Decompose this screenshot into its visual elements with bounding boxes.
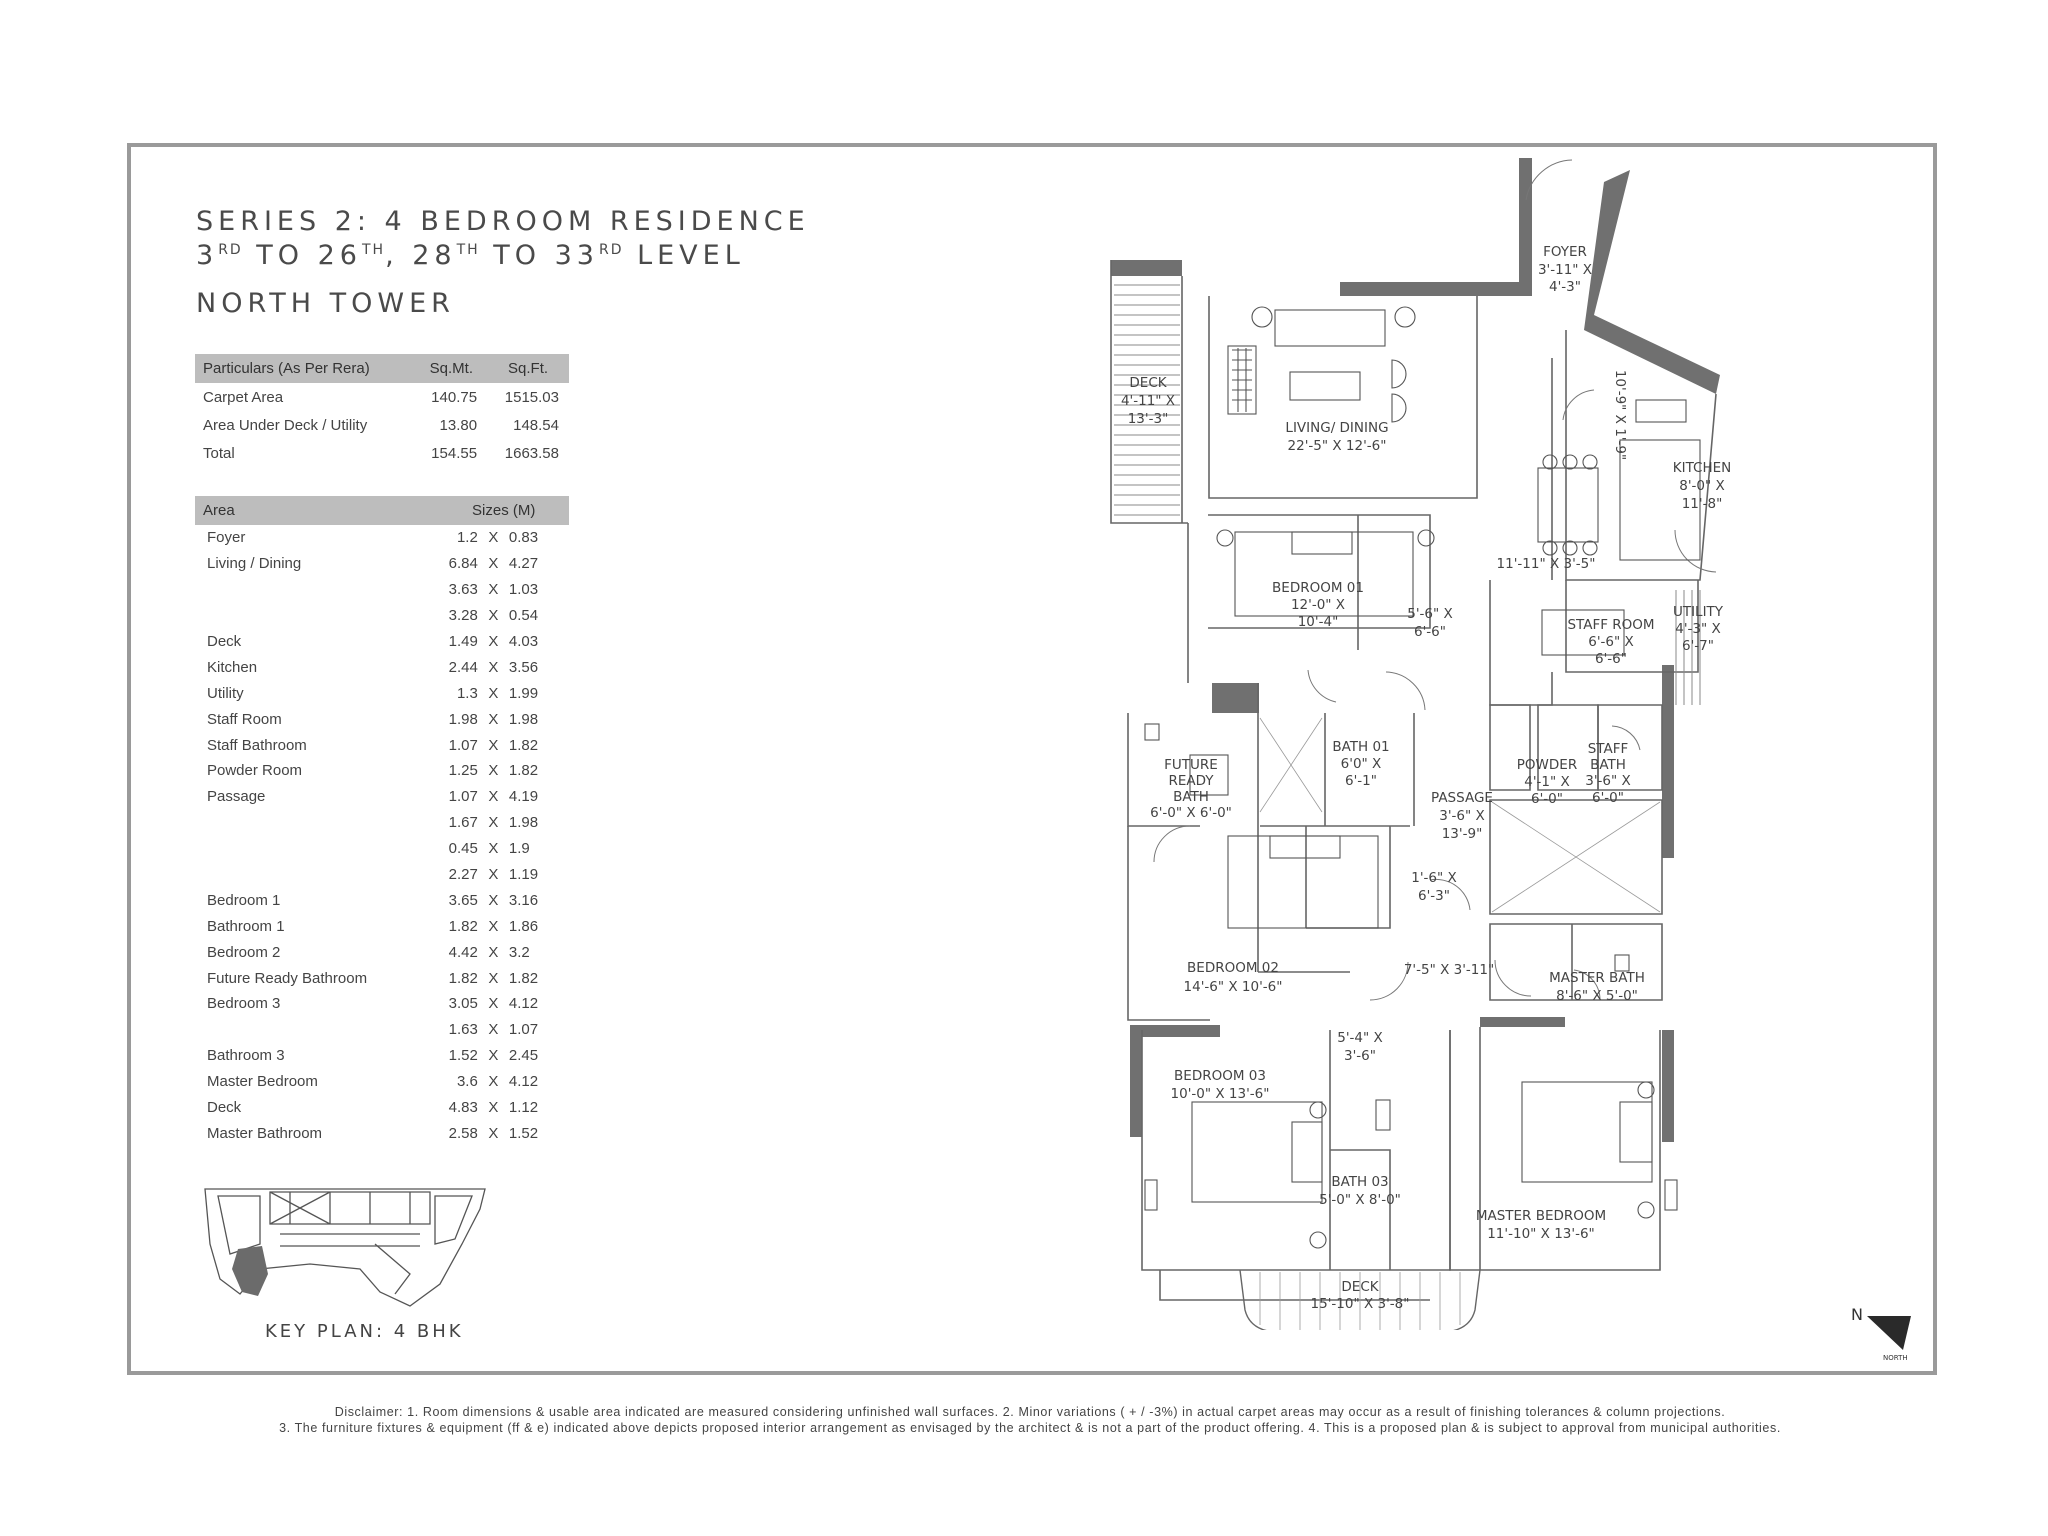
staff-room-dim-2: 6'-6" <box>1595 651 1627 667</box>
table-row <box>195 758 569 784</box>
table-row <box>195 411 569 439</box>
particular-name: Carpet Area <box>203 388 284 406</box>
size-b: 1.82 <box>508 969 539 987</box>
area-name: Bedroom 2 <box>207 943 281 961</box>
north-label: NORTH <box>1883 1354 1908 1362</box>
area-name: Bedroom 1 <box>207 891 281 909</box>
disclaimer-line-2: 3. The furniture fixtures & equipment (ff & e) indicated above depicts proposed interior arrangement as envisaged by the architect & is not a part of the product offering. 4. This is a proposed plan & is subject to approval from municipal authorities. <box>279 1421 1781 1435</box>
size-a: 3.05 <box>448 995 478 1013</box>
staff-bath-dim-1: 3'-6" X <box>1585 773 1631 789</box>
size-a: 1.07 <box>448 788 478 806</box>
bedroom2-label: BEDROOM 02 <box>1187 960 1279 976</box>
size-x: X <box>488 788 499 806</box>
size-b: 1.03 <box>508 581 539 599</box>
size-a: 1.67 <box>448 814 478 832</box>
disclaimer-line-1: Disclaimer: 1. Room dimensions & usable area indicated are measured considering unfinished wall surfaces. 2. Minor variations ( + / -3%) in actual carpet areas may occur as a result of finishing tolerances & column projections. <box>334 1405 1726 1419</box>
area-sizes-table <box>195 496 569 1146</box>
sqft-value: 1515.03 <box>504 388 559 406</box>
living-dim: 22'-5" X 12'-6" <box>1287 438 1387 454</box>
table-row <box>195 939 569 965</box>
sqft-value: 1663.58 <box>504 444 559 462</box>
area-name: Powder Room <box>207 762 303 780</box>
size-b: 0.83 <box>508 529 539 547</box>
area-name: Staff Bathroom <box>207 736 307 754</box>
size-b: 1.19 <box>508 866 539 884</box>
area-name: Deck <box>207 1099 242 1117</box>
sqmt-value: 140.75 <box>431 388 478 406</box>
deck-bottom-dim: 15'-10" X 3'-8" <box>1310 1296 1410 1312</box>
size-x: X <box>488 1047 499 1065</box>
area-name: Bathroom 1 <box>207 917 285 935</box>
size-a: 4.83 <box>448 1099 478 1117</box>
key-plan-label: KEY PLAN: 4 BHK <box>265 1321 464 1342</box>
table-row <box>195 1017 569 1043</box>
size-b: 3.16 <box>508 891 539 909</box>
table-row <box>195 439 569 467</box>
bedroom2-dim: 14'-6" X 10'-6" <box>1183 979 1283 995</box>
size-x: X <box>488 1073 499 1091</box>
size-x: X <box>488 607 499 625</box>
staff-bath-label-2: BATH <box>1590 757 1626 773</box>
area-name: Passage <box>207 788 266 806</box>
size-a: 1.25 <box>448 762 478 780</box>
passage-dim2-1: 1'-6" X <box>1411 870 1457 886</box>
size-a: 1.49 <box>448 633 478 650</box>
size-a: 1.82 <box>448 969 478 987</box>
powder-dim-1: 4'-1" X <box>1524 774 1570 790</box>
size-b: 1.98 <box>508 814 539 832</box>
master-bath-dim: 8'-6" X 5'-0" <box>1556 988 1638 1004</box>
future-bath-dim: 6'-0" X 6'-0" <box>1150 805 1232 821</box>
key-plan-diagram <box>200 1184 490 1314</box>
bath03-label: BATH 03 <box>1331 1174 1389 1190</box>
bedroom1-label: BEDROOM 01 <box>1272 580 1364 596</box>
bedroom3-label: BEDROOM 03 <box>1174 1068 1266 1084</box>
size-x: X <box>488 710 499 728</box>
bath01-label: BATH 01 <box>1332 739 1390 755</box>
size-b: 1.98 <box>508 710 539 728</box>
area-name: Bedroom 3 <box>207 995 281 1013</box>
staff-room-dim-1: 6'-6" X <box>1588 634 1634 650</box>
size-b: 0.54 <box>508 607 539 625</box>
disclaimer <box>140 1404 1920 1436</box>
size-x: X <box>488 684 499 702</box>
size-b: 1.12 <box>508 1099 539 1117</box>
area-name: Kitchen <box>207 658 258 676</box>
master-bedroom-label: MASTER BEDROOM <box>1475 1208 1607 1224</box>
area-name <box>195 603 426 629</box>
size-a: 3.65 <box>448 891 478 909</box>
level-range: 3RD TO 26TH, 28TH TO 33RD LEVEL <box>196 240 745 271</box>
size-a: 3.63 <box>448 581 478 599</box>
table-row <box>195 525 569 551</box>
size-a: 2.58 <box>448 1124 478 1142</box>
size-b: 4.19 <box>508 788 539 806</box>
foyer-dim-1: 3'-11" X <box>1537 262 1593 278</box>
sqft-value: 148.54 <box>513 416 559 434</box>
area-name: Future Ready Bathroom <box>207 969 368 987</box>
size-x: X <box>488 995 499 1013</box>
passage-dim4-1: 5'-4" X <box>1337 1030 1383 1046</box>
size-b: 1.82 <box>508 762 539 780</box>
size-a: 1.07 <box>448 736 478 754</box>
size-x: X <box>488 1021 499 1039</box>
size-a: 1.52 <box>448 1047 478 1065</box>
header-sqft: Sq.Ft. <box>487 354 569 383</box>
table-row <box>195 965 569 991</box>
area-name <box>195 862 426 888</box>
table-row <box>195 887 569 913</box>
room-labels <box>1121 244 1731 1312</box>
bedroom1-dim-2: 10'-4" <box>1297 614 1339 630</box>
foyer-dim-2: 4'-3" <box>1549 279 1581 295</box>
size-a: 2.44 <box>448 658 478 676</box>
size-b: 4.12 <box>508 1073 539 1091</box>
size-x: X <box>488 633 499 650</box>
staff-room-label: STAFF ROOM <box>1567 617 1655 633</box>
bath01-dim-2: 6'-1" <box>1345 773 1377 789</box>
utility-label: UTILITY <box>1672 604 1724 620</box>
north-arrow-icon <box>1849 1302 1921 1362</box>
area-name <box>195 836 426 862</box>
area-name: Deck <box>207 633 242 650</box>
bedroom1-dim-1: 12'-0" X <box>1290 597 1346 613</box>
future-bath-label-2: READY <box>1168 773 1214 789</box>
passage-dim-2: 13'-9" <box>1441 826 1483 842</box>
size-b: 4.03 <box>508 633 539 650</box>
size-b: 1.82 <box>508 736 539 754</box>
area-name: Staff Room <box>207 710 282 728</box>
passage-dim1-1: 5'-6" X <box>1407 606 1453 622</box>
foyer-label: FOYER <box>1543 244 1587 260</box>
area-name: Master Bedroom <box>207 1073 318 1091</box>
size-a: 3.6 <box>456 1073 478 1091</box>
dining-dim: 11'-11" X 3'-5" <box>1496 556 1596 572</box>
size-x: X <box>488 529 499 547</box>
size-b: 3.2 <box>508 943 530 961</box>
area-name: Utility <box>207 684 244 702</box>
size-b: 2.45 <box>508 1047 539 1065</box>
north-letter: N <box>1851 1305 1863 1324</box>
passage-dim-1: 3'-6" X <box>1439 808 1485 824</box>
vertical-dim: 10'-9" X 1'-9" <box>1612 369 1628 461</box>
table-row <box>195 551 569 577</box>
staff-bath-dim-2: 6'-0" <box>1592 790 1624 806</box>
tower-name: NORTH TOWER <box>196 288 455 319</box>
passage-label: PASSAGE <box>1431 790 1493 806</box>
living-label: LIVING/ DINING <box>1285 420 1389 436</box>
kitchen-label: KITCHEN <box>1672 460 1732 476</box>
kitchen-dim-2: 11'-8" <box>1681 496 1723 512</box>
table-row <box>195 629 569 655</box>
floor-plan-diagram <box>1100 150 1820 1330</box>
size-x: X <box>488 1099 499 1117</box>
size-b: 1.52 <box>508 1124 539 1142</box>
deck-top-label: DECK <box>1129 375 1167 391</box>
table-row <box>195 654 569 680</box>
size-x: X <box>488 658 499 676</box>
table-row <box>195 784 569 810</box>
size-x: X <box>488 969 499 987</box>
area-name: Living / Dining <box>207 555 302 573</box>
size-a: 1.2 <box>456 529 478 547</box>
size-x: X <box>488 917 499 935</box>
table-row <box>195 1095 569 1121</box>
table-row <box>195 991 569 1017</box>
size-b: 1.86 <box>508 917 539 935</box>
table-row <box>195 810 569 836</box>
table-row <box>195 913 569 939</box>
size-b: 1.9 <box>508 840 530 858</box>
bath01-dim-1: 6'0" X <box>1340 756 1382 772</box>
passage-dim2-2: 6'-3" <box>1418 888 1450 904</box>
particular-name: Total <box>203 444 235 462</box>
table-row <box>195 706 569 732</box>
bath03-dim: 5'-0" X 8'-0" <box>1319 1192 1401 1208</box>
passage-dim4-2: 3'-6" <box>1344 1048 1376 1064</box>
size-x: X <box>488 891 499 909</box>
area-name: Foyer <box>207 529 246 547</box>
header-sqmt: Sq.Mt. <box>416 354 487 383</box>
table-row <box>195 680 569 706</box>
powder-dim-2: 6'-0" <box>1531 791 1563 807</box>
deck-bottom-label: DECK <box>1341 1279 1379 1295</box>
utility-dim-2: 6'-7" <box>1682 638 1714 654</box>
header-sizes: Sizes (M) <box>426 496 569 525</box>
particulars-table <box>195 354 569 467</box>
size-x: X <box>488 581 499 599</box>
master-bedroom-dim: 11'-10" X 13'-6" <box>1487 1226 1595 1242</box>
size-x: X <box>488 866 499 884</box>
size-a: 1.3 <box>456 684 478 702</box>
size-a: 1.82 <box>448 917 478 935</box>
size-b: 4.27 <box>508 555 539 573</box>
size-a: 0.45 <box>448 840 478 858</box>
size-a: 4.42 <box>448 943 478 961</box>
area-name: Bathroom 3 <box>207 1047 285 1065</box>
size-x: X <box>488 555 499 573</box>
size-b: 3.56 <box>508 658 539 676</box>
highlighted-unit <box>232 1246 268 1296</box>
particular-name: Area Under Deck / Utility <box>203 416 368 434</box>
size-x: X <box>488 736 499 754</box>
table-row <box>195 603 569 629</box>
kitchen-dim-1: 8'-0" X <box>1679 478 1725 494</box>
table-row <box>195 1043 569 1069</box>
staff-bath-label-1: STAFF <box>1587 741 1629 757</box>
table-row <box>195 732 569 758</box>
table-header-row <box>195 354 569 383</box>
size-b: 4.12 <box>508 995 539 1013</box>
size-b: 1.99 <box>508 684 539 702</box>
future-bath-label-3: BATH <box>1173 789 1209 805</box>
size-x: X <box>488 943 499 961</box>
table-row <box>195 836 569 862</box>
area-name: Master Bathroom <box>207 1124 323 1142</box>
area-name <box>195 1017 426 1043</box>
passage-dim1-2: 6'-6" <box>1414 624 1446 640</box>
table-row <box>195 383 569 411</box>
size-a: 3.28 <box>448 607 478 625</box>
size-x: X <box>488 814 499 832</box>
residence-title: SERIES 2: 4 BEDROOM RESIDENCE <box>196 206 810 237</box>
header-area: Area <box>195 496 426 525</box>
size-a: 6.84 <box>448 555 478 573</box>
size-a: 2.27 <box>448 866 478 884</box>
size-a: 1.98 <box>448 710 478 728</box>
master-bath-label: MASTER BATH <box>1549 970 1645 986</box>
area-name <box>195 577 426 603</box>
table-row <box>195 1120 569 1146</box>
powder-label: POWDER <box>1516 757 1578 773</box>
table-row <box>195 1069 569 1095</box>
size-x: X <box>488 840 499 858</box>
future-bath-label-1: FUTURE <box>1164 757 1218 773</box>
table-row <box>195 862 569 888</box>
size-x: X <box>488 1124 499 1142</box>
size-b: 1.07 <box>508 1021 539 1039</box>
sqmt-value: 13.80 <box>439 416 478 434</box>
table-header-row <box>195 496 569 525</box>
bedroom3-dim: 10'-0" X 13'-6" <box>1170 1086 1270 1102</box>
deck-top-dim-1: 4'-11" X <box>1120 393 1176 409</box>
table-row <box>195 577 569 603</box>
sqmt-value: 154.55 <box>431 444 478 462</box>
size-x: X <box>488 762 499 780</box>
size-a: 1.63 <box>448 1021 478 1039</box>
deck-top-dim-2: 13'-3" <box>1127 411 1169 427</box>
area-name <box>195 810 426 836</box>
utility-dim-1: 4'-3" X <box>1675 621 1721 637</box>
header-particulars: Particulars (As Per Rera) <box>195 354 416 383</box>
passage-dim3: 7'-5" X 3'-11" <box>1403 962 1495 978</box>
